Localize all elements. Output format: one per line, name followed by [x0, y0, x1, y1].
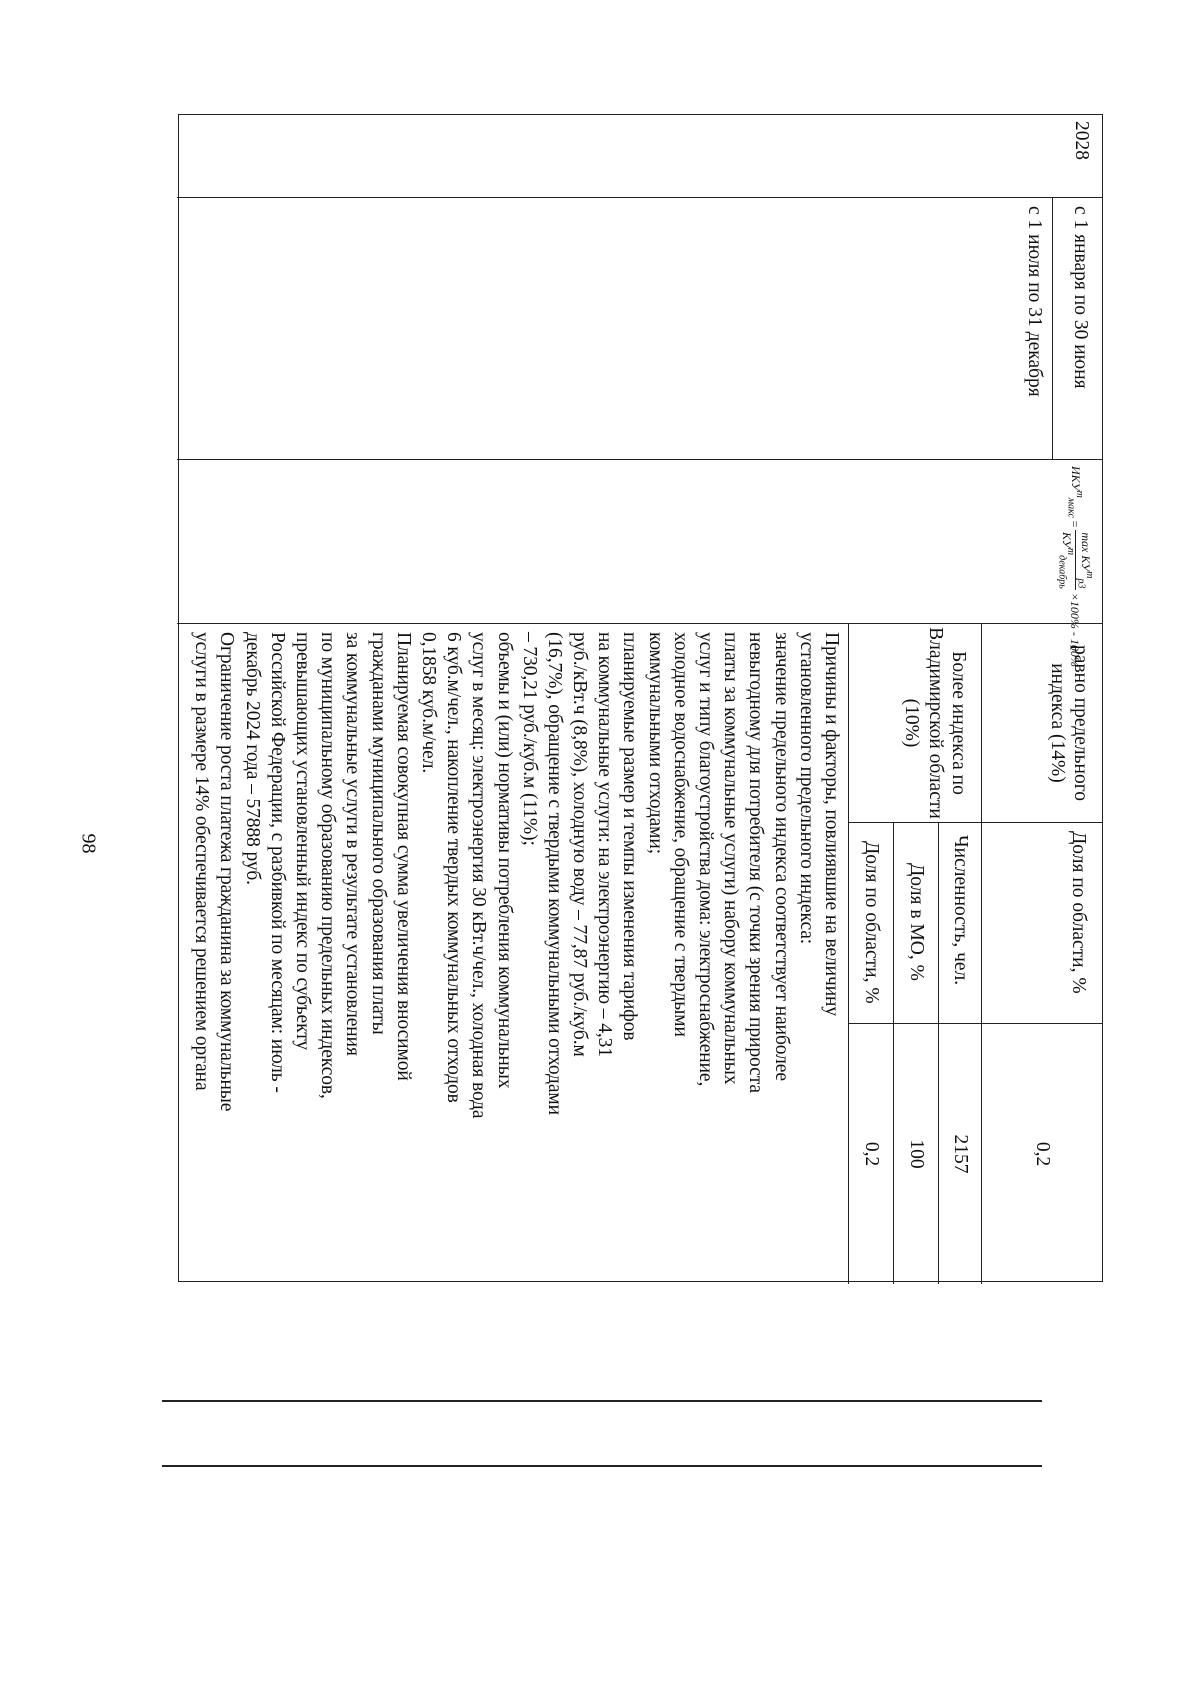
row2-item-value: 0,2 [861, 1141, 882, 1167]
indicators-column [177, 623, 1102, 1283]
note-line: 0,1858 куб.м/чел. [418, 632, 439, 774]
page-number: 98 [77, 833, 100, 854]
note-line: Российской Федерации, с разбивкой по месяцам: июль - [266, 632, 288, 1093]
separator-line [162, 1465, 1042, 1467]
note-line: холодное водоснабжение, обращение с твердыми [669, 632, 691, 1037]
note-line: коммунальными отходами; [644, 632, 666, 855]
note-line: услуг и типу благоустройства дома: электроснабжение, [695, 632, 717, 1087]
note-line: гражданами муниципального образования платы [367, 632, 389, 1035]
note-line: на коммунальные услуги: на электроэнергию – 4,31 [594, 632, 616, 1057]
formula-tail: ×100% - 100% [1068, 592, 1083, 667]
row2-item-value: 2157 [938, 1024, 982, 1284]
separator-line [162, 1400, 1042, 1402]
note-line: услуги в размере 14% обеспечивается решением органа [191, 632, 213, 1091]
note-line: невыгодному для потребителя (с точки зрения прироста [745, 632, 767, 1093]
formula-cell [177, 459, 1102, 667]
note-line: Ограничение роста платежа гражданина за коммунальные [216, 632, 238, 1112]
note-line: за коммунальные услуги в результате установления [342, 632, 364, 1056]
note-line: услуг в месяц: электроэнергия 30 кВт.ч/чел., холодная вода [468, 632, 490, 1119]
note-line: Причины и факторы, повлиявшие на величину [821, 632, 842, 1017]
note-line: установленного предельного индекса: [795, 632, 817, 945]
note-line: – 730,21 руб./куб.м (11%); [518, 632, 540, 846]
period-second-half: с 1 июля по 31 декабря [177, 197, 1052, 459]
note-line: (16,7%), обращение с твердыми коммунальными отходами [543, 632, 565, 1115]
row2-item-label: Численность, чел. [938, 822, 982, 1024]
note-line: значение предельного индекса соответствует наиболее [770, 632, 792, 1081]
note-line: по муниципальному образованию предельных индексов, [317, 632, 339, 1099]
row-above-index [848, 624, 982, 1284]
row1-label: равно предельного индекса (14%) [1046, 645, 1091, 801]
row2-label: Более индекса по Владимирской области (10%) [901, 627, 969, 819]
note-line: превышающих установленный индекс по субъекту [292, 632, 314, 1051]
formula-eq: = [1068, 519, 1083, 529]
year-cell: 2028 [1071, 121, 1092, 160]
row1-value: 0,2 [1032, 1141, 1053, 1167]
data-table [178, 114, 1103, 1282]
formula-lhs: $ИКУ^m_{макс}$ [1065, 466, 1086, 518]
row-equal-index [981, 624, 1102, 1284]
index-formula [1056, 466, 1095, 667]
formula-fraction [1056, 530, 1094, 591]
notes-cell [177, 624, 849, 1284]
note-line: объемы и (или) нормативы потребления коммунальных [493, 632, 515, 1089]
note-line: Планируемая совокупная сумма увеличения вносимой [392, 632, 414, 1081]
row2-item-value: 100 [893, 1024, 938, 1284]
note-line: планируемые размер и темпы изменения тарифов [619, 632, 641, 1041]
formula-denominator: $КУ^m_{декабрь}$ [1056, 532, 1076, 589]
note-line: декабрь 2024 года – 57888 руб. [241, 632, 263, 885]
row2-item-label: Доля по области, % [849, 822, 893, 1024]
period-first-half: с 1 января по 30 июня [1052, 197, 1102, 459]
note-line: руб./кВт.ч (8,8%), холодную воду – 77,87 руб./куб.м [569, 632, 591, 1057]
note-line: 6 куб.м/чел., накопление твердых коммунальных отходов [443, 632, 465, 1103]
formula-numerator: $\max КУ^m_{p3}$ [1075, 532, 1095, 589]
row2-item-label: Доля в МО, % [893, 822, 938, 1024]
row1-sublabel: Доля по области, % [982, 822, 1102, 1024]
note-line: платы за коммунальные услуги) набору коммунальных [720, 632, 742, 1085]
